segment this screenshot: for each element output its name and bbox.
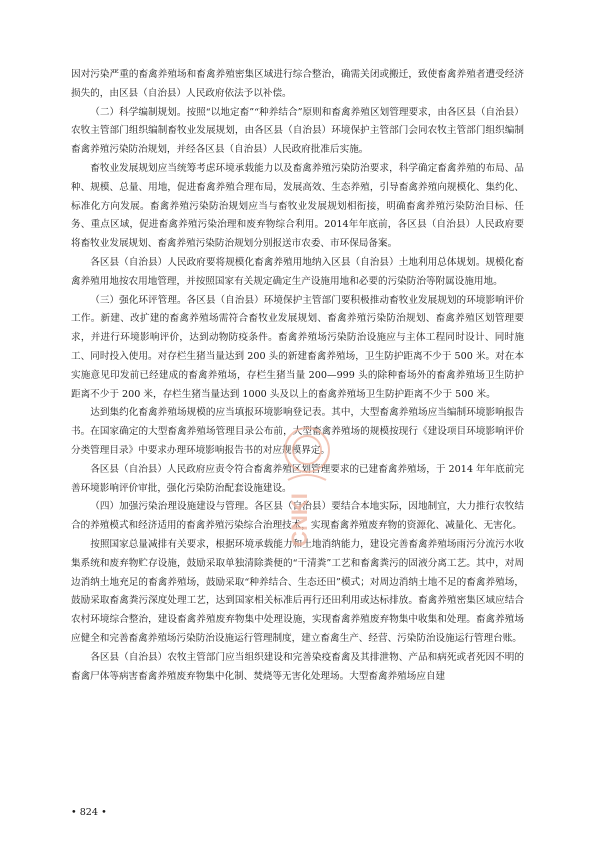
paragraph: 各区县（自治县）农牧主管部门应当组织建设和完善染疫畜禽及其排泄物、产品和病死或者死因不明的畜禽尸体等病害畜禽养殖废弃物集中化制、焚烧等无害化处理场。大型畜禽养殖场应自建 [71,651,524,682]
paragraph: 因对污染严重的畜禽养殖场和畜禽养殖密集区域进行综合整治，确需关闭或搬迁，致使畜禽养殖者遭受经济损失的，由区县（自治县）人民政府依法予以补偿。 [71,69,524,99]
paragraph: （四）加强污染治理设施建设与管理。各区县（自治县）要结合本地实际，因地制宜，大力推行农牧结合的养殖模式和经济适用的畜禽养殖污染综合治理技术，实现畜禽养殖废弃物的资源化、减量化、无害化。 [71,501,524,532]
watermark-text: CNKI [287,493,312,547]
paragraph: （三）强化环评管理。各区县（自治县）环境保护主管部门要积极推动畜牧业发展规划的环境影响评价工作。新建、改扩建的畜禽养殖场需符合畜牧业发展规划、畜禽养殖污染防治规划、畜禽养殖区划管理要求，并进行环境影响评价，达到动物防疫条件。畜禽养殖场污染防治设施应与主体工程同时设计、同时施工、同时投入使用。对存栏生猪当量达到 200 头的新建畜禽养殖场，卫生防护距离不少于 500 米。对在本实施意见印发前已经建成的畜禽养殖场，存栏生猪当量 200—999 头的除种畜场外的畜禽养殖场卫生防护距离不少于 200 米，存栏生猪当量达到 1000 头及以上的畜禽养殖场卫生防护距离不少于 500 米。 [71,294,524,400]
paragraph: 各区县（自治县）人民政府要将规模化畜禽养殖用地纳入区县（自治县）土地利用总体规划。规模化畜禽养殖用地按农用地管理，并按照国家有关规定确定生产设施用地和必要的污染防治等附属设施用地。 [71,256,524,287]
body-text [71,66,524,686]
paragraph: （二）科学编制规划。按照“以地定畜”“种养结合”原则和畜禽养殖区划管理要求，由各区县（自治县）农牧主管部门组织编制畜牧业发展规划，由各区县（自治县）环境保护主管部门会同农牧主管部门组织编制畜禽养殖污染防治规划，并经各区县（自治县）人民政府批准后实施。 [71,106,524,156]
paragraph: 畜牧业发展规划应当统筹考虑环境承载能力以及畜禽养殖污染防治要求，科学确定畜禽养殖的布局、品种、规模、总量、用地，促进畜禽养殖合理布局，发展高效、生态养殖，引导畜禽养殖向规模化、集约化、标准化方向发展。畜禽养殖污染防治规划应当与畜牧业发展规划相衔接，明确畜禽养殖污染防治目标、任务、重点区域，促进畜禽养殖污染治理和废弃物综合利用。2014年年底前，各区县（自治县）人民政府要将畜牧业发展规划、畜禽养殖污染防治规划分别报送市农委、市环保局备案。 [71,162,524,250]
page-number: • 824 • [71,807,107,818]
paragraph: 按照国家总量减排有关要求，根据环境承载能力和土地消纳能力，建设完善畜禽养殖场雨污分流污水收集系统和废弃物贮存设施，鼓励采取单独清除粪便的“干清粪”工艺和畜禽粪污的固液分离工艺。其中，对周边消纳土地充足的畜禽养殖场，鼓励采取“种养结合、生态还田”模式；对周边消纳土地不足的畜禽养殖场，鼓励采取畜禽粪污深度处理工艺，达到国家相关标准后再行还田利用或达标排放。畜禽养殖密集区域应结合农村环境综合整治，建设畜禽养殖废弃物集中处理设施，实现畜禽养殖废弃物集中收集和处理。畜禽养殖场应健全和完善畜禽养殖场污染防治设施运行管理制度，建立畜禽生产、经营、污染防治设施运行管理台账。 [71,538,524,644]
paragraph: 达到集约化畜禽养殖场规模的应当填报环境影响登记表。其中，大型畜禽养殖场应当编制环境影响报告书。在国家确定的大型畜禽养殖场管理目录公布前，大型畜禽养殖场的规模按现行《建设项目环境影响评价分类管理目录》中要求办理环境影响报告书的对应规模界定。 [71,407,524,456]
paragraph: 各区县（自治县）人民政府应责令符合畜禽养殖区划管理要求的已建畜禽养殖场，于 2014 年年底前完善环境影响评价审批，强化污染防治配套设施建设。 [71,463,524,494]
